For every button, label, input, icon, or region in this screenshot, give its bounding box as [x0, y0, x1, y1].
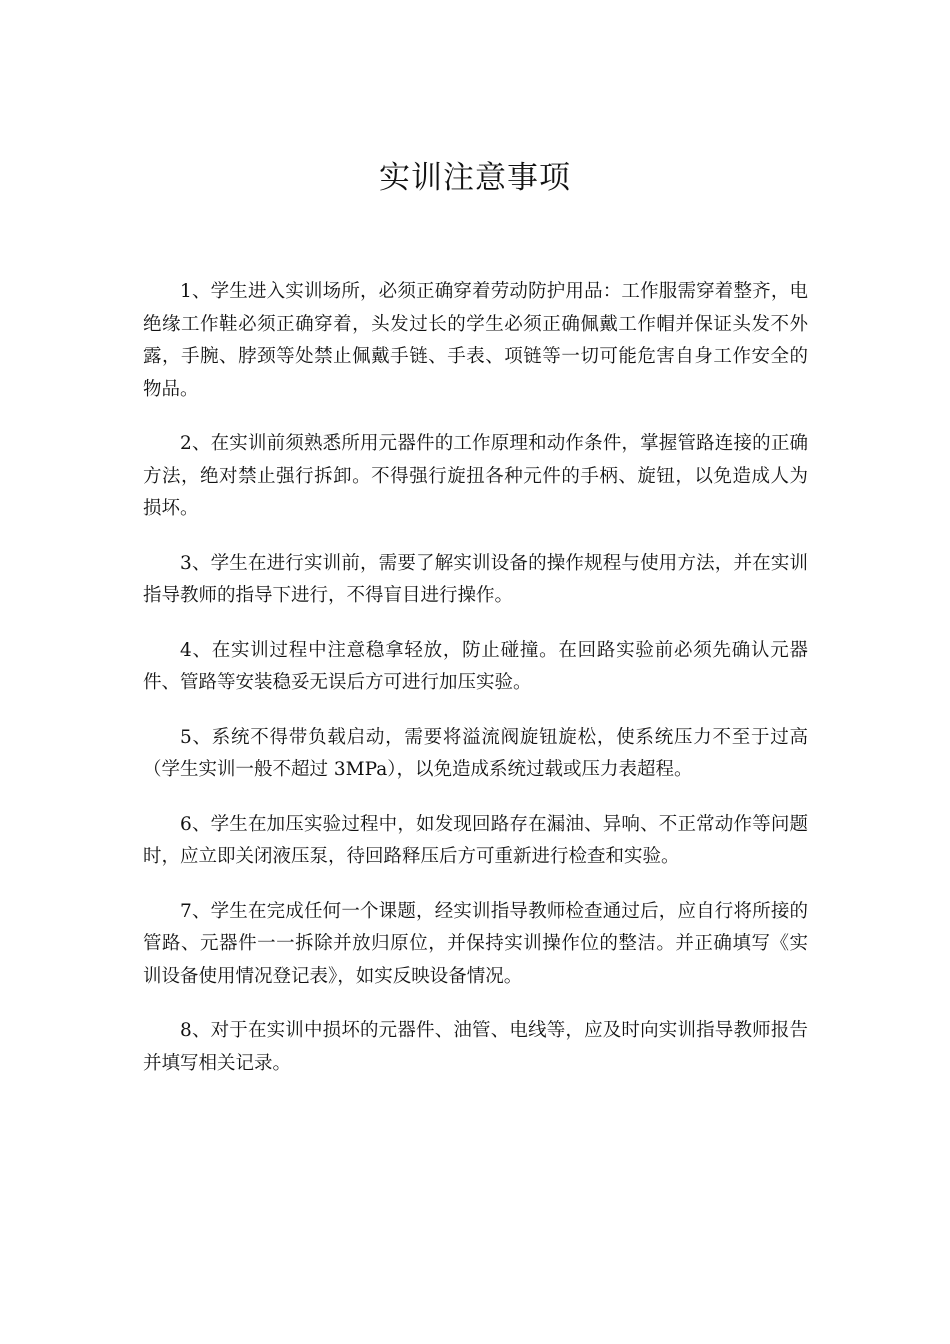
rule-paragraph-3: 3、学生在进行实训前，需要了解实训设备的操作规程与使用方法，并在实训指导教师的指导下进行，不得盲目进行操作。: [143, 552, 808, 606]
rule-paragraph-5: 5、系统不得带负载启动，需要将溢流阀旋钮旋松，使系统压力不至于过高（学生实训一般不超过 3MPa），以免造成系统过载或压力表超程。: [143, 726, 808, 780]
rule-paragraph-6: 6、学生在加压实验过程中，如发现回路存在漏油、异响、不正常动作等问题时，应立即关闭液压泵，待回路释压后方可重新进行检查和实验。: [143, 813, 808, 867]
rule-paragraph-7: 7、学生在完成任何一个课题，经实训指导教师检查通过后，应自行将所接的管路、元器件一一拆除并放归原位，并保持实训操作位的整洁。并正确填写《实训设备使用情况登记表》，如实反映设备情况。: [143, 900, 808, 987]
document-title: 实训注意事项: [379, 160, 571, 196]
rule-paragraph-8: 8、对于在实训中损坏的元器件、油管、电线等，应及时向实训指导教师报告并填写相关记录。: [143, 1020, 808, 1074]
rule-paragraph-2: 2、在实训前须熟悉所用元器件的工作原理和动作条件，掌握管路连接的正确方法，绝对禁止强行拆卸。不得强行旋扭各种元件的手柄、旋钮，以免造成人为损坏。: [143, 433, 808, 519]
document-body: [143, 276, 808, 1102]
rule-paragraph-1: 1、学生进入实训场所，必须正确穿着劳动防护用品：工作服需穿着整齐，电绝缘工作鞋必须正确穿着，头发过长的学生必须正确佩戴工作帽并保证头发不外露，手腕、脖颈等处禁止佩戴手链、手表、项链等一切可能危害自身工作安全的物品。: [143, 281, 808, 400]
rule-paragraph-4: 4、在实训过程中注意稳拿轻放，防止碰撞。在回路实验前必须先确认元器件、管路等安装稳妥无误后方可进行加压实验。: [143, 639, 808, 693]
